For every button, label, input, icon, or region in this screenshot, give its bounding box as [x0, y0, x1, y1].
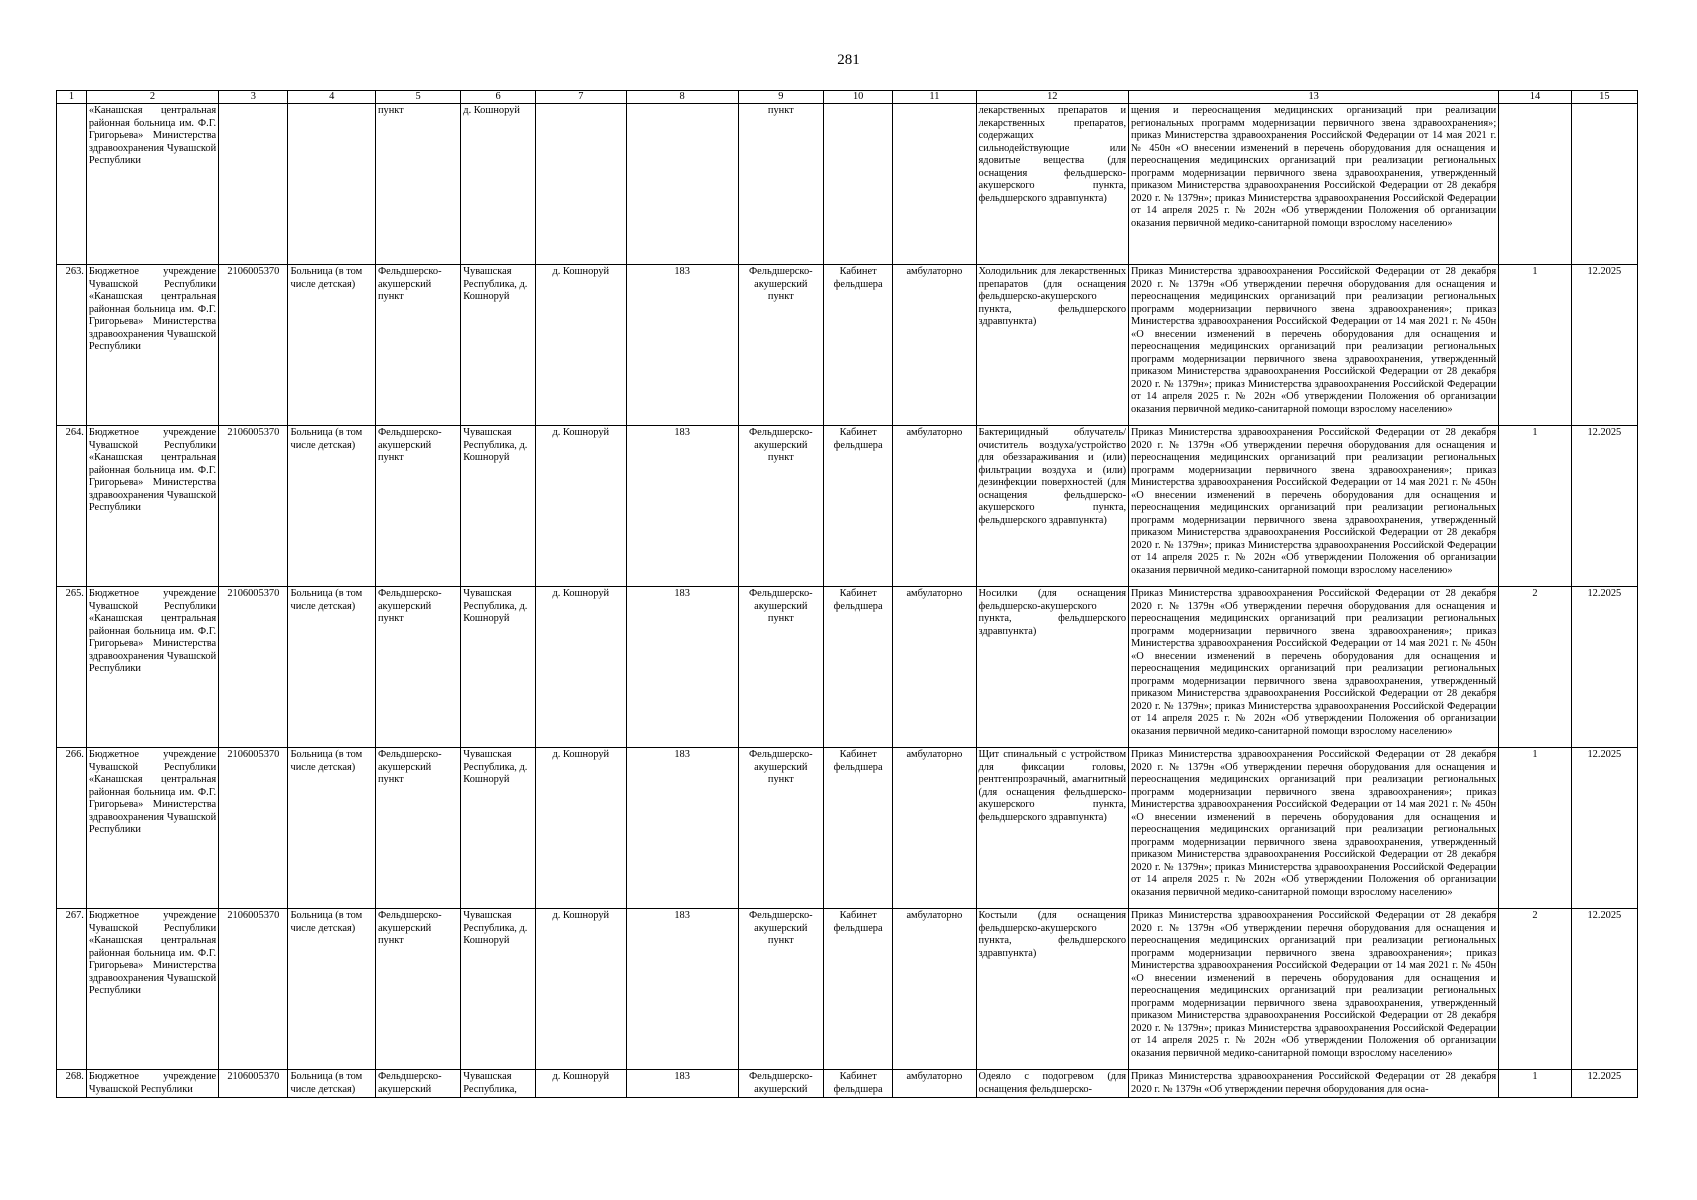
room-cell — [823, 104, 892, 265]
page-number: 281 — [837, 52, 860, 68]
facility-type-cell: Больница (в том числе детская) — [288, 748, 375, 909]
row-number: 267. — [57, 909, 87, 1070]
column-header: 9 — [738, 91, 823, 104]
column-header: 14 — [1499, 91, 1572, 104]
unit-cell: Фельдшерско-акушерский пункт — [738, 587, 823, 748]
row-number: 265. — [57, 587, 87, 748]
equipment-cell: Костыли (для оснащения фельдшерско-акушерского пункта, фельдшерского здравпункта) — [976, 909, 1129, 1070]
organization-cell: Бюджетное учреждение Чувашской Республики «Канашская центральная районная больница им. Ф.Г. Григорьева» Министерства здравоохранения Чувашской Республики — [86, 426, 218, 587]
column-header: 8 — [626, 91, 738, 104]
date-cell: 12.2025 — [1571, 587, 1637, 748]
quantity-cell: 2 — [1499, 587, 1572, 748]
facility-type-cell: Больница (в том числе детская) — [288, 909, 375, 1070]
table-row — [57, 587, 1638, 748]
date-cell: 12.2025 — [1571, 265, 1637, 426]
column-header: 3 — [219, 91, 288, 104]
table-row — [57, 265, 1638, 426]
legal-basis-cell: Приказ Министерства здравоохранения Российской Федерации от 28 декабря 2020 г. № 1379н «Об утверждении перечня оборудования для оснащения и переоснащения медицинских организаций при реализации региональных программ модернизации первичного звена здравоохранения»; приказ Министерства здравоохранения Российской Федерации от 14 мая 2021 г. № 450н «О внесении изменений в перечень оборудования для оснащения и переоснащения медицинских организаций при реализации региональных программ модернизации первичного звена здравоохранения, утвержденный приказом Министерства здравоохранения Российской Федерации от 28 декабря 2020 г. № 1379н»; приказ Министерства здравоохранения Российской Федерации от 14 апреля 2025 г. № 202н «Об утверждении Положения об организации оказания первичной медико-санитарной помощи взрослому населению» — [1129, 748, 1499, 909]
care-form-cell: амбулаторно — [893, 587, 976, 748]
row-number: 263. — [57, 265, 87, 426]
legal-basis-cell: щения и переоснащения медицинских организаций при реализации региональных программ модернизации первичного звена здравоохранения»; приказ Министерства здравоохранения Российской Федерации от 14 мая 2021 г. № 450н «О внесении изменений в перечень оборудования для оснащения и переоснащения медицинских организаций при реализации региональных программ модернизации первичного звена здравоохранения, утвержденный приказом Министерства здравоохранения Российской Федерации от 28 декабря 2020 г. № 1379н»; приказ Министерства здравоохранения Российской Федерации от 14 апреля 2025 г. № 202н «Об утверждении Положения об организации оказания первичной медико-санитарной помощи взрослому населению» — [1129, 104, 1499, 265]
unit-cell: Фельдшерско-акушерский — [738, 1070, 823, 1098]
column-header: 5 — [375, 91, 460, 104]
quantity-cell: 1 — [1499, 1070, 1572, 1098]
room-cell: Кабинет фельдшера — [823, 1070, 892, 1098]
address-cell: Чувашская Республика, д. Кошноруй — [461, 748, 536, 909]
column-header: 6 — [461, 91, 536, 104]
unit-cell: Фельдшерско-акушерский пункт — [738, 748, 823, 909]
facility-type-cell: Больница (в том числе детская) — [288, 426, 375, 587]
column-number-row — [57, 91, 1638, 104]
organization-cell: «Канашская центральная районная больница им. Ф.Г. Григорьева» Министерства здравоохранения Чувашской Республики — [86, 104, 218, 265]
date-cell: 12.2025 — [1571, 909, 1637, 1070]
inn-cell: 2106005370 — [219, 587, 288, 748]
column-header: 12 — [976, 91, 1129, 104]
equipment-cell: Бактерицидный облучатель/очиститель воздуха/устройство для обеззараживания и (или) фильтрации воздуха и (или) дезинфекции поверхностей (для оснащения фельдшерско-акушерского пункта, фельдшерского здравпункта) — [976, 426, 1129, 587]
organization-cell: Бюджетное учреждение Чувашской Республики «Канашская центральная районная больница им. Ф.Г. Григорьева» Министерства здравоохранения Чувашской Республики — [86, 748, 218, 909]
subdivision-cell: Фельдшерско-акушерский — [375, 1070, 460, 1098]
room-cell: Кабинет фельдшера — [823, 748, 892, 909]
organization-cell: Бюджетное учреждение Чувашской Республики «Канашская центральная районная больница им. Ф.Г. Григорьева» Министерства здравоохранения Чувашской Республики — [86, 265, 218, 426]
subdivision-cell: Фельдшерско-акушерский пункт — [375, 909, 460, 1070]
facility-type-cell: Больница (в том числе детская) — [288, 265, 375, 426]
inn-cell: 2106005370 — [219, 748, 288, 909]
code-cell: 183 — [626, 909, 738, 1070]
equipment-table — [56, 90, 1638, 1098]
table-row — [57, 426, 1638, 587]
legal-basis-cell: Приказ Министерства здравоохранения Российской Федерации от 28 декабря 2020 г. № 1379н «Об утверждении перечня оборудования для оснащения и переоснащения медицинских организаций при реализации региональных программ модернизации первичного звена здравоохранения»; приказ Министерства здравоохранения Российской Федерации от 14 мая 2021 г. № 450н «О внесении изменений в перечень оборудования для оснащения и переоснащения медицинских организаций при реализации региональных программ модернизации первичного звена здравоохранения, утвержденный приказом Министерства здравоохранения Российской Федерации от 28 декабря 2020 г. № 1379н»; приказ Министерства здравоохранения Российской Федерации от 14 апреля 2025 г. № 202н «Об утверждении Положения об организации оказания первичной медико-санитарной помощи взрослому населению» — [1129, 909, 1499, 1070]
address-cell: д. Кошноруй — [461, 104, 536, 265]
unit-cell: пункт — [738, 104, 823, 265]
row-number — [57, 104, 87, 265]
unit-cell: Фельдшерско-акушерский пункт — [738, 426, 823, 587]
quantity-cell: 1 — [1499, 426, 1572, 587]
quantity-cell: 2 — [1499, 909, 1572, 1070]
inn-cell: 2106005370 — [219, 909, 288, 1070]
facility-type-cell — [288, 104, 375, 265]
subdivision-cell: Фельдшерско-акушерский пункт — [375, 265, 460, 426]
care-form-cell: амбулаторно — [893, 748, 976, 909]
address-cell: Чувашская Республика, д. Кошноруй — [461, 587, 536, 748]
address-cell: Чувашская Республика, д. Кошноруй — [461, 909, 536, 1070]
locality-cell: д. Кошноруй — [535, 265, 626, 426]
room-cell: Кабинет фельдшера — [823, 909, 892, 1070]
row-number: 268. — [57, 1070, 87, 1098]
locality-cell: д. Кошноруй — [535, 587, 626, 748]
organization-cell: Бюджетное учреждение Чувашской Республики — [86, 1070, 218, 1098]
date-cell: 12.2025 — [1571, 748, 1637, 909]
quantity-cell: 1 — [1499, 748, 1572, 909]
column-header: 15 — [1571, 91, 1637, 104]
column-header: 10 — [823, 91, 892, 104]
room-cell: Кабинет фельдшера — [823, 587, 892, 748]
facility-type-cell: Больница (в том числе детская) — [288, 587, 375, 748]
date-cell: 12.2025 — [1571, 426, 1637, 587]
code-cell: 183 — [626, 265, 738, 426]
subdivision-cell: Фельдшерско-акушерский пункт — [375, 748, 460, 909]
column-header: 1 — [57, 91, 87, 104]
column-header: 11 — [893, 91, 976, 104]
organization-cell: Бюджетное учреждение Чувашской Республики «Канашская центральная районная больница им. Ф.Г. Григорьева» Министерства здравоохранения Чувашской Республики — [86, 909, 218, 1070]
table-row — [57, 909, 1638, 1070]
care-form-cell: амбулаторно — [893, 909, 976, 1070]
column-header: 2 — [86, 91, 218, 104]
code-cell: 183 — [626, 1070, 738, 1098]
equipment-cell: Носилки (для оснащения фельдшерско-акушерского пункта, фельдшерского здравпункта) — [976, 587, 1129, 748]
address-cell: Чувашская Республика, д. Кошноруй — [461, 426, 536, 587]
equipment-cell: Холодильник для лекарственных препаратов (для оснащения фельдшерско-акушерского пункта, фельдшерского здравпункта) — [976, 265, 1129, 426]
inn-cell: 2106005370 — [219, 426, 288, 587]
equipment-cell: лекарственных препаратов и лекарственных препаратов, содержащих сильнодействующие или ядовитые вещества (для оснащения фельдшерско-акушерского пункта, фельдшерского здравпункта) — [976, 104, 1129, 265]
row-number: 264. — [57, 426, 87, 587]
locality-cell — [535, 104, 626, 265]
subdivision-cell: Фельдшерско-акушерский пункт — [375, 426, 460, 587]
code-cell: 183 — [626, 748, 738, 909]
equipment-cell: Щит спинальный с устройством для фиксации головы, рентгенпрозрачный, амагнитный (для оснащения фельдшерско-акушерского пункта, фельдшерского здравпункта) — [976, 748, 1129, 909]
room-cell: Кабинет фельдшера — [823, 426, 892, 587]
quantity-cell — [1499, 104, 1572, 265]
column-header: 7 — [535, 91, 626, 104]
unit-cell: Фельдшерско-акушерский пункт — [738, 265, 823, 426]
care-form-cell: амбулаторно — [893, 426, 976, 587]
legal-basis-cell: Приказ Министерства здравоохранения Российской Федерации от 28 декабря 2020 г. № 1379н «Об утверждении перечня оборудования для оснащения и переоснащения медицинских организаций при реализации региональных программ модернизации первичного звена здравоохранения»; приказ Министерства здравоохранения Российской Федерации от 14 мая 2021 г. № 450н «О внесении изменений в перечень оборудования для оснащения и переоснащения медицинских организаций при реализации региональных программ модернизации первичного звена здравоохранения, утвержденный приказом Министерства здравоохранения Российской Федерации от 28 декабря 2020 г. № 1379н»; приказ Министерства здравоохранения Российской Федерации от 14 апреля 2025 г. № 202н «Об утверждении Положения об организации оказания первичной медико-санитарной помощи взрослому населению» — [1129, 587, 1499, 748]
locality-cell: д. Кошноруй — [535, 426, 626, 587]
date-cell: 12.2025 — [1571, 1070, 1637, 1098]
inn-cell: 2106005370 — [219, 265, 288, 426]
code-cell — [626, 104, 738, 265]
quantity-cell: 1 — [1499, 265, 1572, 426]
care-form-cell — [893, 104, 976, 265]
room-cell: Кабинет фельдшера — [823, 265, 892, 426]
table-row — [57, 748, 1638, 909]
legal-basis-cell: Приказ Министерства здравоохранения Российской Федерации от 28 декабря 2020 г. № 1379н «Об утверждении перечня оборудования для оснащения и переоснащения медицинских организаций при реализации региональных программ модернизации первичного звена здравоохранения»; приказ Министерства здравоохранения Российской Федерации от 14 мая 2021 г. № 450н «О внесении изменений в перечень оборудования для оснащения и переоснащения медицинских организаций при реализации региональных программ модернизации первичного звена здравоохранения, утвержденный приказом Министерства здравоохранения Российской Федерации от 28 декабря 2020 г. № 1379н»; приказ Министерства здравоохранения Российской Федерации от 14 апреля 2025 г. № 202н «Об утверждении Положения об организации оказания первичной медико-санитарной помощи взрослому населению» — [1129, 426, 1499, 587]
code-cell: 183 — [626, 426, 738, 587]
locality-cell: д. Кошноруй — [535, 909, 626, 1070]
date-cell — [1571, 104, 1637, 265]
organization-cell: Бюджетное учреждение Чувашской Республики «Канашская центральная районная больница им. Ф.Г. Григорьева» Министерства здравоохранения Чувашской Республики — [86, 587, 218, 748]
care-form-cell: амбулаторно — [893, 1070, 976, 1098]
code-cell: 183 — [626, 587, 738, 748]
unit-cell: Фельдшерско-акушерский пункт — [738, 909, 823, 1070]
legal-basis-cell: Приказ Министерства здравоохранения Российской Федерации от 28 декабря 2020 г. № 1379н «Об утверждении перечня оборудования для осна- — [1129, 1070, 1499, 1098]
table-row — [57, 104, 1638, 265]
facility-type-cell: Больница (в том числе детская) — [288, 1070, 375, 1098]
address-cell: Чувашская Республика, д. Кошноруй — [461, 265, 536, 426]
care-form-cell: амбулаторно — [893, 265, 976, 426]
address-cell: Чувашская Республика, — [461, 1070, 536, 1098]
column-header: 4 — [288, 91, 375, 104]
equipment-cell: Одеяло с подогревом (для оснащения фельдшерско- — [976, 1070, 1129, 1098]
locality-cell: д. Кошноруй — [535, 748, 626, 909]
row-number: 266. — [57, 748, 87, 909]
locality-cell: д. Кошноруй — [535, 1070, 626, 1098]
subdivision-cell: Фельдшерско-акушерский пункт — [375, 587, 460, 748]
table-row — [57, 1070, 1638, 1098]
subdivision-cell: пункт — [375, 104, 460, 265]
inn-cell — [219, 104, 288, 265]
inn-cell: 2106005370 — [219, 1070, 288, 1098]
column-header: 13 — [1129, 91, 1499, 104]
legal-basis-cell: Приказ Министерства здравоохранения Российской Федерации от 28 декабря 2020 г. № 1379н «Об утверждении перечня оборудования для оснащения и переоснащения медицинских организаций при реализации региональных программ модернизации первичного звена здравоохранения»; приказ Министерства здравоохранения Российской Федерации от 14 мая 2021 г. № 450н «О внесении изменений в перечень оборудования для оснащения и переоснащения медицинских организаций при реализации региональных программ модернизации первичного звена здравоохранения, утвержденный приказом Министерства здравоохранения Российской Федерации от 28 декабря 2020 г. № 1379н»; приказ Министерства здравоохранения Российской Федерации от 14 апреля 2025 г. № 202н «Об утверждении Положения об организации оказания первичной медико-санитарной помощи взрослому населению» — [1129, 265, 1499, 426]
